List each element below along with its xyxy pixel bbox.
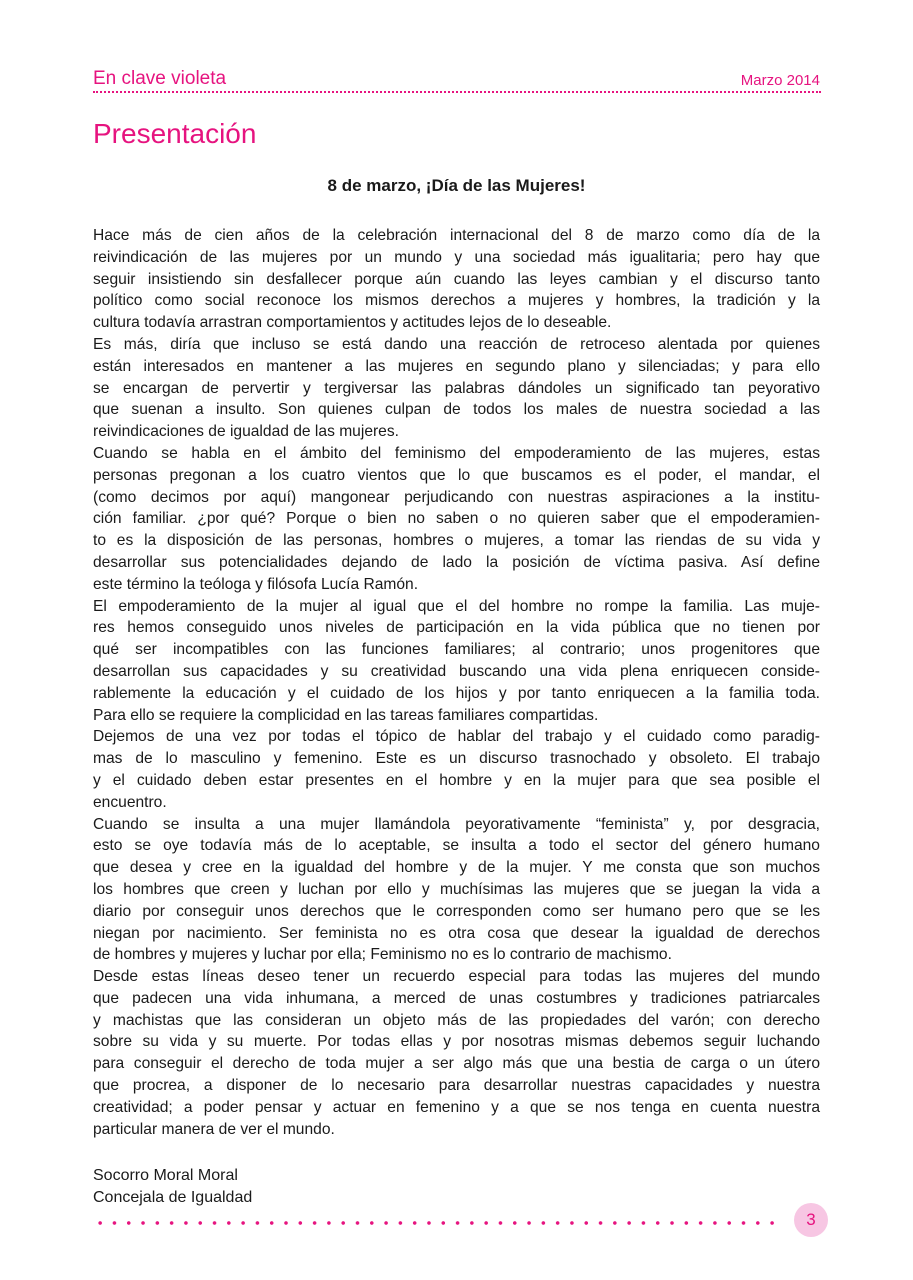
running-header-title: En clave violeta (93, 68, 227, 89)
paragraph (93, 726, 820, 813)
text-line: que desea y cree en la igualdad del hombre y de la mujer. Y me consta que son muchos (93, 859, 820, 877)
text-line: que padecen una vida inhumana, a merced de unas costumbres y tradiciones patriarcales (93, 989, 820, 1007)
text-line: y el cuidado deben estar presentes en el hombre y en la mujer para que sea posible el (93, 771, 820, 789)
paragraph (93, 443, 820, 596)
text-line: los hombres que creen y luchan por ello y muchísimas las mujeres que se juegan la vida a (93, 880, 820, 898)
header-dotted-divider (93, 91, 821, 93)
text-line: reivindicaciones de igualdad de las mujeres. (93, 423, 399, 441)
text-line: desarrollar sus potencialidades dejando de lado la posición de víctima pasiva. Así define (93, 553, 820, 571)
article-title: 8 de marzo, ¡Día de las Mujeres! (327, 176, 586, 195)
text-line: que procrea, a disponer de lo necesario para desarrollar nuestras capacidades y nuestra (93, 1077, 820, 1095)
paragraph (93, 225, 820, 334)
text-line: político como social reconoce los mismos derechos a mujeres y hombres, la tradición y la (93, 292, 820, 310)
text-line: to es la disposición de las personas, hombres o mujeres, a tomar las riendas de su vida y (93, 532, 820, 550)
text-line: reivindicación de las mujeres por un mundo y una sociedad más igualitaria; pero hay que (93, 248, 820, 266)
paragraph (93, 334, 820, 443)
text-line: (como decimos por aquí) mangonear perjudicando con nuestras aspiraciones a la institu- (93, 488, 820, 506)
text-line: rablemente la educación y el cuidado de los hijos y por tanto enriquecen a la familia toda. (93, 684, 820, 702)
signature-role: Concejala de Igualdad (93, 1189, 253, 1206)
text-line: este término la teóloga y filósofa Lucía Ramón. (93, 575, 419, 593)
text-line: particular manera de ver el mundo. (93, 1120, 335, 1138)
text-line: seguir insistiendo sin desfallecer porque aún cuando las leyes cambian y el discurso tanto (93, 270, 820, 288)
article-body (93, 225, 820, 1140)
text-line: Hace más de cien años de la celebración internacional del 8 de marzo como día de la (93, 227, 820, 244)
text-line: ción familiar. ¿por qué? Porque o bien no saben o no quieren saber que el empoderamien- (93, 510, 820, 528)
text-line: Dejemos de una vez por todas el tópico de hablar del trabajo y el cuidado como paradig- (93, 728, 820, 746)
text-line: para conseguir el derecho de toda mujer a ser algo más que una bestia de carga o un útero (93, 1055, 820, 1073)
text-line: Desde estas líneas deseo tener un recuerdo especial para todas las mujeres del mundo (93, 968, 820, 986)
text-line: encuentro. (93, 793, 167, 811)
footer-dotted-divider (93, 1220, 783, 1226)
running-header-date: Marzo 2014 (740, 72, 820, 89)
text-line: que suenan a insulto. Son quienes culpan de todos los males de nuestra sociedad a las (93, 401, 820, 419)
text-line: res hemos conseguido unos niveles de participación en la vida pública que no tienen por (93, 619, 820, 637)
text-line: sobre su vida y su muerte. Por todas ellas y por nosotras mismas debemos seguir luchando (93, 1033, 820, 1051)
text-line: se encargan de pervertir y tergiversar las palabras dándoles un significado tan peyorativo (93, 379, 820, 397)
text-line: creatividad; a poder pensar y actuar en femenino y a que se nos tenga en cuenta nuestra (93, 1098, 820, 1116)
text-line: niegan por nacimiento. Ser feminista no es otra cosa que desear la igualdad de derechos (93, 924, 820, 942)
text-line: Es más, diría que incluso se está dando una reacción de retroceso alentada por quienes (93, 335, 820, 353)
signature-name: Socorro Moral Moral (93, 1167, 238, 1184)
page-number: 3 (794, 1203, 828, 1237)
text-line: desarrollan sus capacidades y su creatividad buscando una vida plena enriquecen conside- (93, 662, 820, 680)
text-line: mas de lo masculino y femenino. Este es un discurso trasnochado y obsoleto. El trabajo (93, 750, 820, 768)
paragraph (93, 966, 820, 1140)
text-line: Cuando se insulta a una mujer llamándola peyorativamente “feminista” y, por desgracia, (93, 815, 820, 833)
paragraph (93, 814, 820, 967)
text-line: y machistas que las consideran un objeto más de las propiedades del varón; con derecho (93, 1011, 820, 1029)
text-line: diario por conseguir unos derechos que le corresponden como ser humano pero que se les (93, 902, 820, 920)
text-line: qué ser incompatibles con las funciones familiares; al contrario; unos progenitores que (93, 641, 820, 659)
text-line: Para ello se requiere la complicidad en las tareas familiares compartidas. (93, 706, 599, 724)
paragraph (93, 596, 820, 727)
text-line: esto se oye todavía más de lo aceptable, se insulta a todo el sector del género humano (93, 837, 820, 855)
signature (93, 1165, 252, 1209)
text-line: están interesados en mantener a las mujeres en segundo plano y silenciadas; y para ello (93, 357, 820, 375)
section-title: Presentación (93, 118, 257, 149)
text-line: personas pregonan a los cuatro vientos que lo que buscamos es el poder, el mandar, el (93, 466, 820, 484)
text-line: de hombres y mujeres y luchar por ella; Feminismo no es lo contrario de machismo. (93, 946, 672, 964)
text-line: El empoderamiento de la mujer al igual que el del hombre no rompe la familia. Las muje- (93, 597, 820, 615)
text-line: Cuando se habla en el ámbito del feminismo del empoderamiento de las mujeres, estas (93, 444, 820, 462)
text-line: cultura todavía arrastran comportamientos y actitudes lejos de lo deseable. (93, 314, 612, 332)
